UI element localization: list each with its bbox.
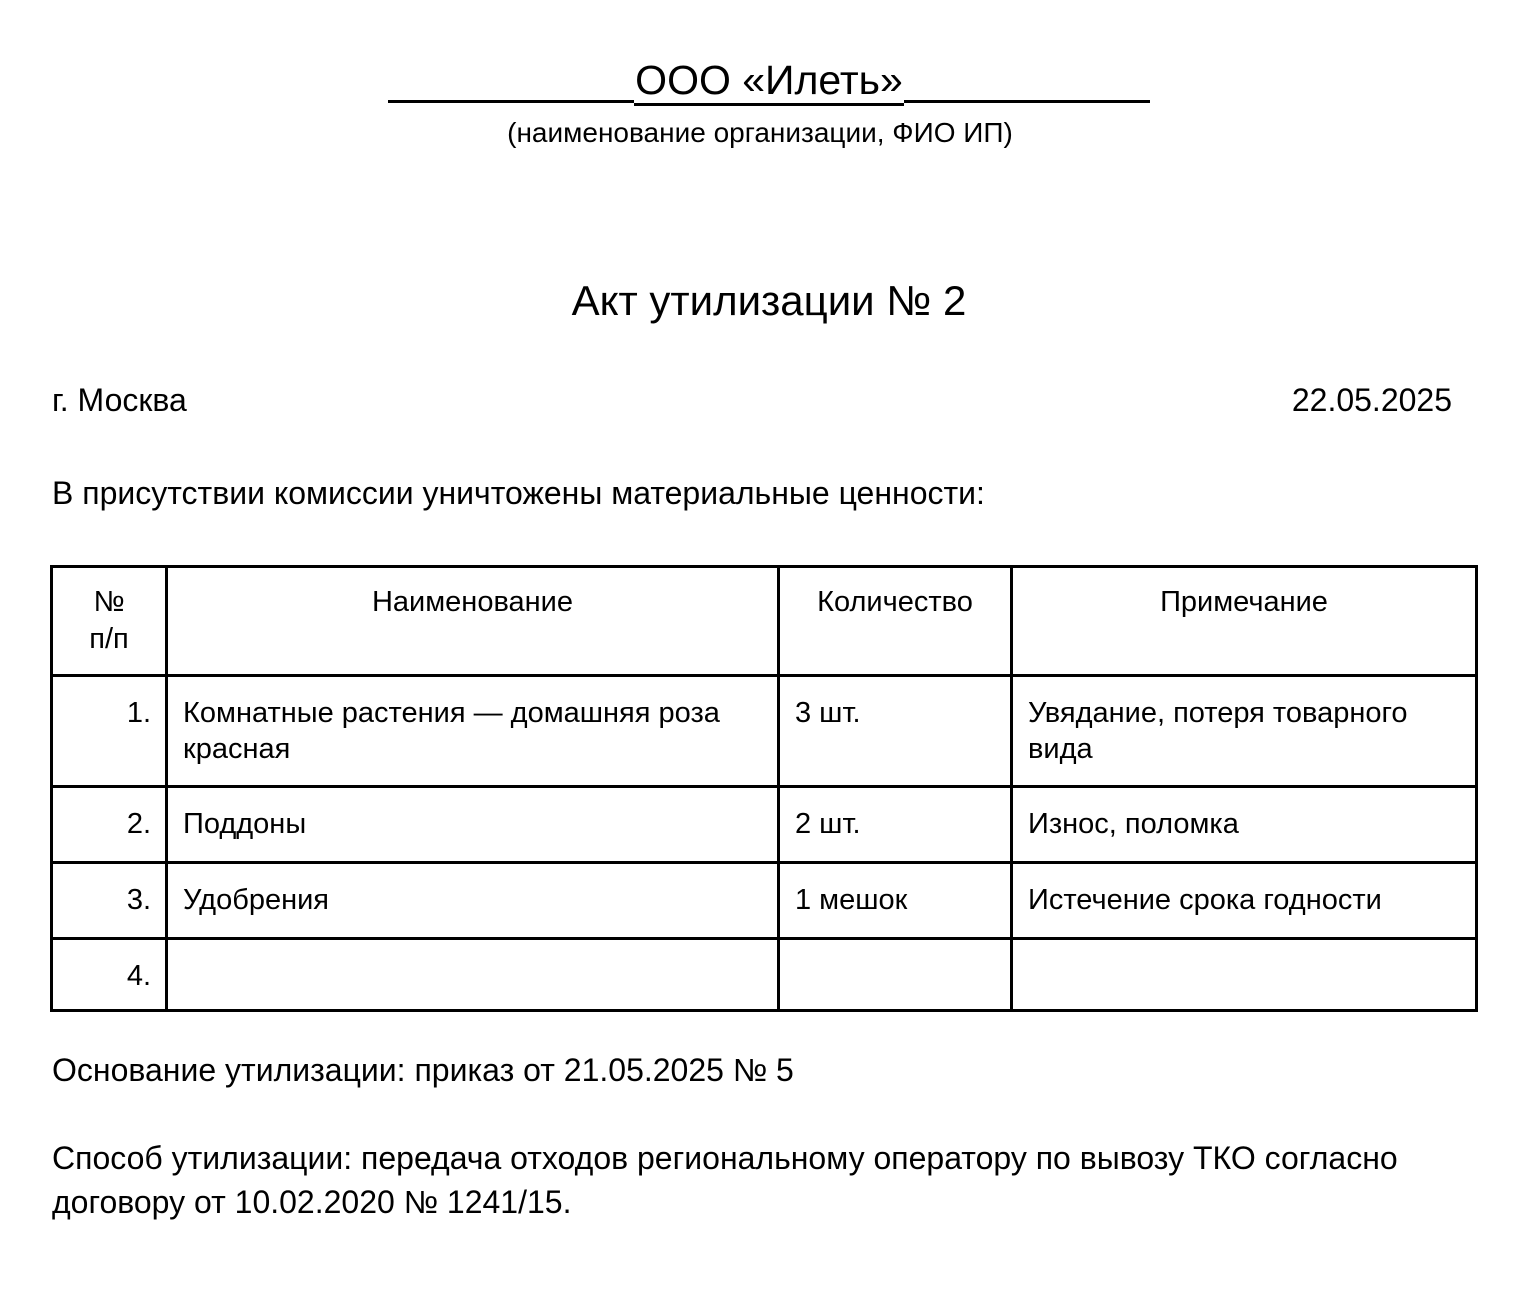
row-note: Увядание, потеря товарного вида xyxy=(1012,676,1477,787)
row-quantity: 1 мешок xyxy=(779,863,1012,939)
row-name xyxy=(167,939,779,1011)
row-number: 2. xyxy=(52,787,167,863)
organization-caption: (наименование организации, ФИО ИП) xyxy=(507,117,1013,148)
organization-blank-left xyxy=(388,100,634,103)
table-row xyxy=(52,939,1477,1011)
table-row xyxy=(52,676,1477,787)
row-number: 1. xyxy=(52,676,167,787)
row-note xyxy=(1012,939,1477,1011)
row-number: 4. xyxy=(52,939,167,1011)
organization-blank-right xyxy=(904,100,1150,103)
organization-line xyxy=(388,58,1150,104)
header-number xyxy=(52,567,167,676)
disposal-basis: Основание утилизации: приказ от 21.05.2025 № 5 xyxy=(52,1052,794,1088)
header-number-pp: п/п xyxy=(89,623,129,655)
document-title: Акт утилизации № 2 xyxy=(571,277,967,324)
header-note: Примечание xyxy=(1012,567,1477,676)
city: г. Москва xyxy=(52,382,187,418)
row-note: Износ, поломка xyxy=(1012,787,1477,863)
header-quantity: Количество xyxy=(779,567,1012,676)
document-date: 22.05.2025 xyxy=(1291,382,1452,418)
row-quantity: 2 шт. xyxy=(779,787,1012,863)
header-name: Наименование xyxy=(167,567,779,676)
row-name: Удобрения xyxy=(167,863,779,939)
row-quantity xyxy=(779,939,1012,1011)
row-name: Поддоны xyxy=(167,787,779,863)
table-header-row xyxy=(52,567,1477,676)
header-number-symbol: № xyxy=(93,586,125,618)
organization-name: ООО «Илеть» xyxy=(634,57,904,106)
table-row xyxy=(52,787,1477,863)
row-number: 3. xyxy=(52,863,167,939)
disposal-items-table xyxy=(50,565,1478,1012)
table-row xyxy=(52,863,1477,939)
disposal-method: Способ утилизации: передача отходов региональному оператору по вывозу ТКО согласно договору от 10.02.2020 № 1241/15. xyxy=(52,1140,1398,1220)
intro-text: В присутствии комиссии уничтожены материальные ценности: xyxy=(52,475,985,511)
row-name: Комнатные растения — домашняя роза красная xyxy=(167,676,779,787)
row-note: Истечение срока годности xyxy=(1012,863,1477,939)
row-quantity: 3 шт. xyxy=(779,676,1012,787)
